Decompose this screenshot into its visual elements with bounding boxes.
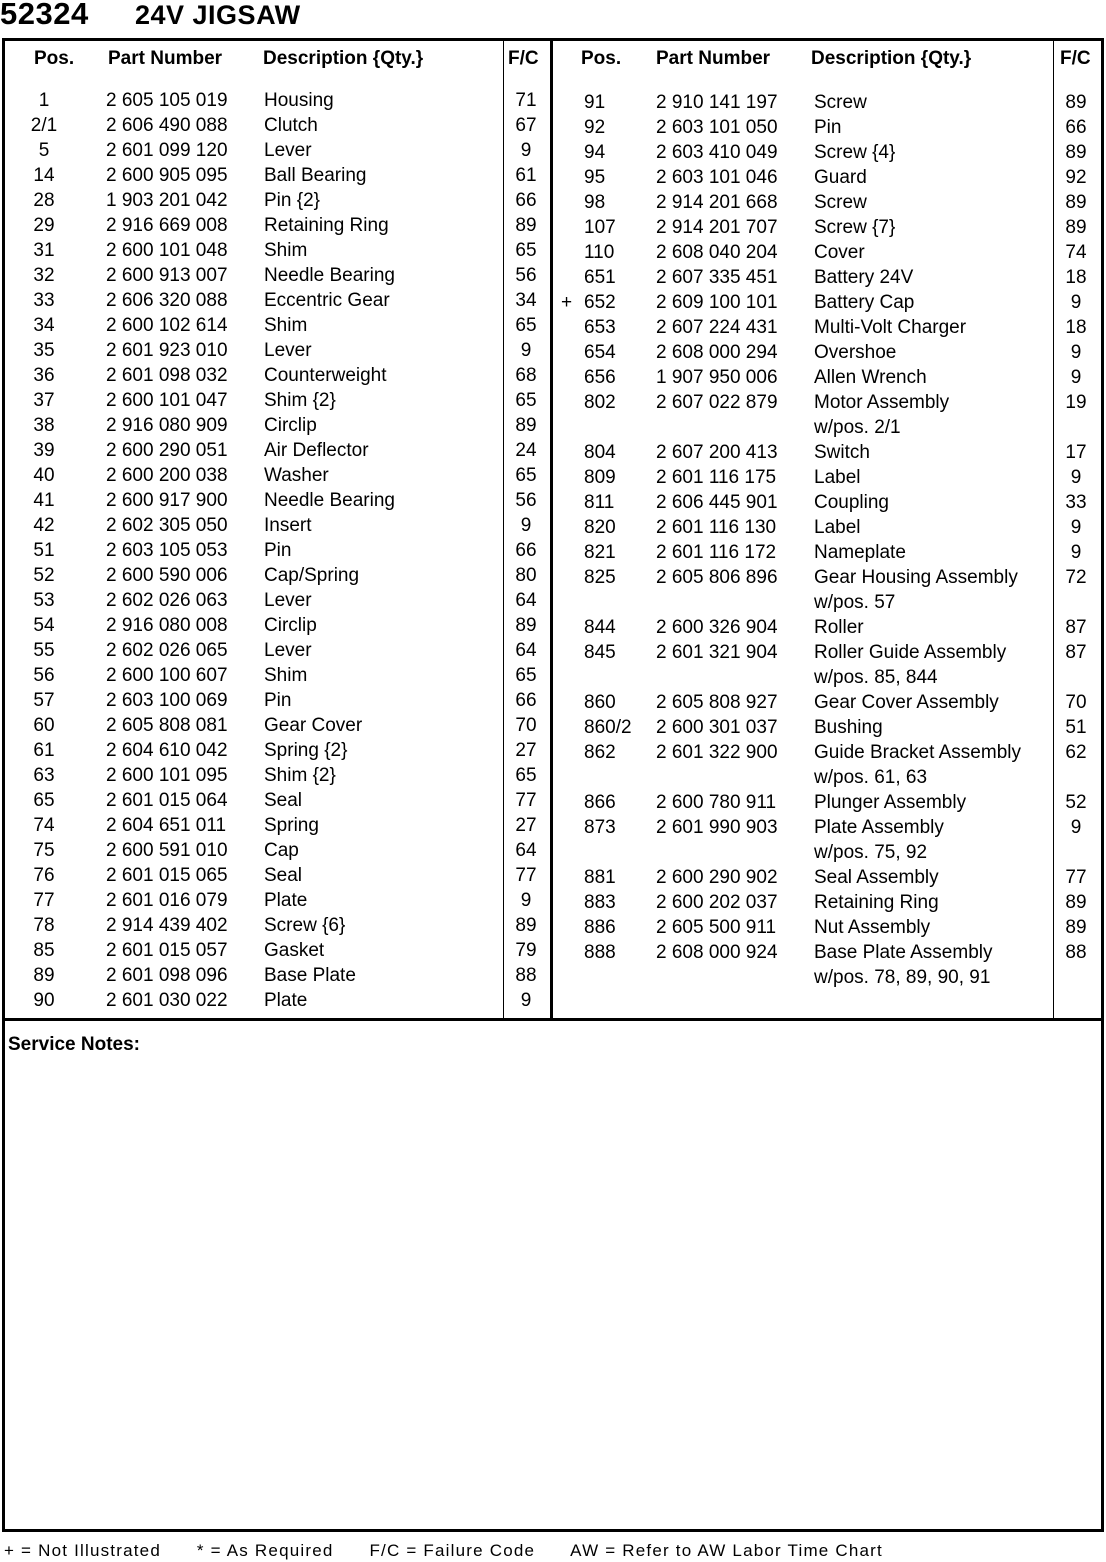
part-position: 37	[33, 390, 55, 411]
failure-code: 66	[515, 690, 537, 711]
failure-code: 89	[1065, 892, 1087, 913]
part-description: Battery Cap	[814, 292, 915, 313]
part-description: Overshoe	[814, 342, 897, 363]
failure-code: 9	[520, 990, 532, 1011]
header-part-number: Part Number	[656, 48, 771, 69]
failure-code: 89	[1065, 217, 1087, 238]
part-number: 2 605 500 911	[656, 917, 777, 938]
part-description: Guide Bracket Assembly	[814, 742, 1021, 763]
failure-code: 9	[1070, 292, 1082, 313]
part-number: 2 601 098 096	[106, 965, 228, 986]
part-number: 2 601 116 172	[656, 542, 777, 563]
failure-code: 9	[1070, 817, 1082, 838]
failure-code: 65	[515, 765, 537, 786]
failure-code: 92	[1065, 167, 1087, 188]
part-description: Pin	[264, 540, 292, 561]
part-description: Air Deflector	[264, 440, 369, 461]
part-description: Gear Cover	[264, 715, 363, 736]
part-description: Spring	[264, 815, 319, 836]
part-description: Cap	[264, 840, 299, 861]
part-number: 2 601 923 010	[106, 340, 228, 361]
table-bottom-rule	[2, 1018, 1104, 1021]
part-number: 2 607 200 413	[656, 442, 778, 463]
part-description: Spring {2}	[264, 740, 348, 761]
part-number: 2 603 101 050	[656, 117, 778, 138]
part-number: 2 607 335 451	[656, 267, 778, 288]
part-description: Counterweight	[264, 365, 387, 386]
failure-code: 64	[515, 590, 537, 611]
part-position: 53	[33, 590, 55, 611]
part-description: Base Plate Assembly	[814, 942, 993, 963]
part-number: 2 600 326 904	[656, 617, 778, 638]
part-number: 2 910 141 197	[656, 92, 778, 113]
part-description: Clutch	[264, 115, 318, 136]
part-position: 92	[584, 117, 606, 138]
part-position: 52	[33, 565, 55, 586]
part-position: 57	[33, 690, 55, 711]
part-position: 39	[33, 440, 55, 461]
part-description: Screw {6}	[264, 915, 346, 936]
part-description: Housing	[264, 90, 334, 111]
part-number: 2 600 590 006	[106, 565, 228, 586]
part-description: Lever	[264, 140, 312, 161]
failure-code: 67	[515, 115, 537, 136]
part-position: 35	[33, 340, 55, 361]
part-number: 2 609 100 101	[656, 292, 778, 313]
part-position: 804	[584, 442, 616, 463]
legend-as-required: * = As Required	[196, 1541, 334, 1560]
failure-code: 66	[515, 540, 537, 561]
failure-code: 66	[515, 190, 537, 211]
part-position: 656	[584, 367, 616, 388]
part-position: 76	[33, 865, 55, 886]
failure-code: 27	[515, 815, 537, 836]
part-number: 1 907 950 006	[656, 367, 778, 388]
failure-code: 9	[520, 140, 532, 161]
part-description: Seal	[264, 865, 303, 886]
part-position: 652	[584, 292, 616, 313]
failure-code: 27	[515, 740, 537, 761]
part-description: Shim	[264, 665, 308, 686]
divider-right-fc	[1053, 38, 1054, 1020]
part-position: 883	[584, 892, 616, 913]
part-position: 844	[584, 617, 616, 638]
failure-code: 70	[1065, 692, 1087, 713]
part-number: 2 600 200 038	[106, 465, 228, 486]
part-position: 42	[33, 515, 55, 536]
failure-code: 34	[515, 290, 537, 311]
part-position: 94	[584, 142, 606, 163]
part-position: 862	[584, 742, 616, 763]
header-description: Description {Qty.}	[811, 48, 972, 69]
part-position: 40	[33, 465, 55, 486]
part-position: 873	[584, 817, 616, 838]
part-number: 2 607 022 879	[656, 392, 778, 413]
part-position: 89	[33, 965, 55, 986]
part-position: 38	[33, 415, 55, 436]
failure-code: 80	[515, 565, 537, 586]
part-description: Pin	[814, 117, 842, 138]
part-position: 866	[584, 792, 616, 813]
part-number: 2 600 290 051	[106, 440, 228, 461]
part-number: 2 601 016 079	[106, 890, 228, 911]
part-position: 78	[33, 915, 55, 936]
part-description: Gear Housing Assembly	[814, 567, 1018, 588]
assembly-includes-note: w/pos. 78, 89, 90, 91	[814, 967, 991, 988]
part-description: Pin	[264, 690, 292, 711]
part-number: 2 600 202 037	[656, 892, 778, 913]
part-description: Screw	[814, 92, 867, 113]
failure-code: 9	[1070, 542, 1082, 563]
part-description: Ball Bearing	[264, 165, 367, 186]
part-number: 2 601 015 057	[106, 940, 228, 961]
failure-code: 79	[515, 940, 537, 961]
part-position: 32	[33, 265, 55, 286]
part-number: 2 608 000 924	[656, 942, 778, 963]
part-description: Battery 24V	[814, 267, 914, 288]
part-position: 61	[33, 740, 55, 761]
part-description: Washer	[264, 465, 329, 486]
part-position: 63	[33, 765, 55, 786]
part-description: Base Plate	[264, 965, 356, 986]
part-number: 2 914 201 668	[656, 192, 778, 213]
assembly-includes-note: w/pos. 61, 63	[814, 767, 928, 788]
part-number: 2 608 000 294	[656, 342, 778, 363]
failure-code: 89	[515, 615, 537, 636]
part-number: 2 605 808 081	[106, 715, 228, 736]
failure-code: 9	[520, 340, 532, 361]
part-description: Multi-Volt Charger	[814, 317, 967, 338]
legend	[4, 1541, 913, 1561]
part-number: 2 916 669 008	[106, 215, 228, 236]
part-number: 2 601 116 130	[656, 517, 777, 538]
part-description: Roller	[814, 617, 864, 638]
part-position: 54	[33, 615, 55, 636]
part-number: 1 903 201 042	[106, 190, 228, 211]
assembly-includes-note: w/pos. 75, 92	[814, 842, 928, 863]
part-description: Screw {7}	[814, 217, 896, 238]
part-number: 2 916 080 008	[106, 615, 228, 636]
failure-code: 77	[515, 865, 537, 886]
failure-code: 89	[1065, 142, 1087, 163]
part-number: 2 606 490 088	[106, 115, 228, 136]
failure-code: 61	[515, 165, 537, 186]
part-position: 820	[584, 517, 616, 538]
failure-code: 9	[1070, 367, 1082, 388]
part-position: 107	[584, 217, 616, 238]
part-position: 860	[584, 692, 616, 713]
failure-code: 71	[515, 90, 537, 111]
product-title: 24V JIGSAW	[135, 0, 301, 30]
part-description: Gasket	[264, 940, 325, 961]
part-position: 77	[33, 890, 55, 911]
part-position: 811	[584, 492, 615, 513]
part-description: Lever	[264, 340, 312, 361]
part-position: 28	[33, 190, 55, 211]
part-number: 2 601 098 032	[106, 365, 228, 386]
part-position: 65	[33, 790, 55, 811]
failure-code: 65	[515, 390, 537, 411]
part-number: 2 601 099 120	[106, 140, 228, 161]
part-position: 85	[33, 940, 55, 961]
part-description: Lever	[264, 640, 312, 661]
part-position: 5	[38, 140, 50, 161]
part-position: 110	[584, 242, 615, 263]
header-pos: Pos.	[581, 48, 622, 69]
failure-code: 77	[515, 790, 537, 811]
part-number: 2 600 917 900	[106, 490, 228, 511]
part-position: 29	[33, 215, 55, 236]
part-number: 2 600 102 614	[106, 315, 228, 336]
header-fc: F/C	[508, 48, 539, 69]
part-position: 821	[584, 542, 616, 563]
failure-code: 68	[515, 365, 537, 386]
failure-code: 9	[520, 890, 532, 911]
failure-code: 89	[1065, 92, 1087, 113]
service-notes-label: Service Notes:	[8, 1034, 141, 1055]
part-description: Nut Assembly	[814, 917, 931, 938]
part-description: Label	[814, 517, 861, 538]
part-number: 2 603 101 046	[656, 167, 778, 188]
failure-code: 64	[515, 640, 537, 661]
part-description: Plate	[264, 990, 308, 1011]
divider-left-fc	[503, 38, 504, 1020]
part-position: 90	[33, 990, 55, 1011]
part-description: Seal	[264, 790, 303, 811]
part-description: Label	[814, 467, 861, 488]
failure-code: 65	[515, 240, 537, 261]
failure-code: 89	[515, 215, 537, 236]
part-position: 1	[38, 90, 50, 111]
part-description: Nameplate	[814, 542, 906, 563]
part-position: 55	[33, 640, 55, 661]
part-description: Roller Guide Assembly	[814, 642, 1007, 663]
part-description: Shim	[264, 240, 308, 261]
failure-code: 56	[515, 490, 537, 511]
failure-code: 87	[1065, 642, 1087, 663]
part-number: 2 601 015 064	[106, 790, 228, 811]
part-position: 653	[584, 317, 616, 338]
part-number: 2 600 101 047	[106, 390, 228, 411]
failure-code: 17	[1065, 442, 1087, 463]
part-number: 2 600 101 048	[106, 240, 228, 261]
failure-code: 70	[515, 715, 537, 736]
part-position: 886	[584, 917, 616, 938]
failure-code: 72	[1065, 567, 1087, 588]
part-description: Gear Cover Assembly	[814, 692, 999, 713]
part-number: 2 600 905 095	[106, 165, 228, 186]
header-description: Description {Qty.}	[263, 48, 424, 69]
part-description: Guard	[814, 167, 867, 188]
failure-code: 65	[515, 315, 537, 336]
part-number: 2 602 305 050	[106, 515, 228, 536]
part-position: 74	[33, 815, 55, 836]
part-number: 2 600 780 911	[656, 792, 777, 813]
failure-code: 77	[1065, 867, 1087, 888]
part-description: Plate Assembly	[814, 817, 944, 838]
part-number: 2 601 116 175	[656, 467, 777, 488]
part-number: 2 600 101 095	[106, 765, 228, 786]
failure-code: 66	[1065, 117, 1087, 138]
not-illustrated-mark: +	[561, 292, 573, 313]
part-description: Screw	[814, 192, 867, 213]
part-description: Retaining Ring	[814, 892, 939, 913]
part-number: 2 601 030 022	[106, 990, 228, 1011]
part-description: Coupling	[814, 492, 889, 513]
legend-failure-code: F/C = Failure Code	[369, 1541, 536, 1560]
part-number: 2 600 290 902	[656, 867, 778, 888]
part-position: 14	[33, 165, 55, 186]
failure-code: 89	[1065, 917, 1087, 938]
part-description: Seal Assembly	[814, 867, 939, 888]
part-number: 2 603 410 049	[656, 142, 778, 163]
failure-code: 18	[1065, 317, 1087, 338]
part-position: 888	[584, 942, 616, 963]
part-description: Switch	[814, 442, 870, 463]
part-number: 2 602 026 065	[106, 640, 228, 661]
part-position: 860/2	[584, 717, 632, 738]
part-position: 95	[584, 167, 606, 188]
failure-code: 88	[515, 965, 537, 986]
part-description: Motor Assembly	[814, 392, 950, 413]
part-number: 2 601 015 065	[106, 865, 228, 886]
part-number: 2 600 100 607	[106, 665, 228, 686]
failure-code: 9	[1070, 517, 1082, 538]
part-number: 2 605 806 896	[656, 567, 778, 588]
failure-code: 89	[515, 915, 537, 936]
part-position: 91	[584, 92, 606, 113]
divider-center	[550, 38, 553, 1020]
failure-code: 9	[1070, 467, 1082, 488]
part-position: 825	[584, 567, 616, 588]
part-description: Needle Bearing	[264, 265, 395, 286]
failure-code: 65	[515, 665, 537, 686]
failure-code: 74	[1065, 242, 1087, 263]
part-description: Circlip	[264, 615, 317, 636]
part-position: 34	[33, 315, 55, 336]
part-position: 845	[584, 642, 616, 663]
part-number: 2 602 026 063	[106, 590, 228, 611]
part-number: 2 603 100 069	[106, 690, 228, 711]
part-number: 2 605 808 927	[656, 692, 778, 713]
part-number: 2 914 201 707	[656, 217, 778, 238]
part-position: 41	[33, 490, 55, 511]
part-number: 2 605 105 019	[106, 90, 228, 111]
failure-code: 19	[1065, 392, 1087, 413]
part-description: Cover	[814, 242, 865, 263]
part-position: 802	[584, 392, 616, 413]
failure-code: 89	[1065, 192, 1087, 213]
part-description: Circlip	[264, 415, 317, 436]
failure-code: 88	[1065, 942, 1087, 963]
part-number: 2 600 913 007	[106, 265, 228, 286]
part-description: Insert	[264, 515, 312, 536]
part-number: 2 600 301 037	[656, 717, 778, 738]
part-description: Lever	[264, 590, 312, 611]
assembly-includes-note: w/pos. 2/1	[814, 417, 901, 438]
part-number: 2 916 080 909	[106, 415, 228, 436]
model-number: 52324	[0, 0, 89, 31]
failure-code: 51	[1065, 717, 1087, 738]
assembly-includes-note: w/pos. 85, 844	[814, 667, 938, 688]
failure-code: 56	[515, 265, 537, 286]
part-number: 2 604 610 042	[106, 740, 228, 761]
part-position: 51	[33, 540, 55, 561]
part-number: 2 604 651 011	[106, 815, 227, 836]
header-part-number: Part Number	[108, 48, 223, 69]
part-description: Eccentric Gear	[264, 290, 390, 311]
part-number: 2 607 224 431	[656, 317, 778, 338]
part-number: 2 601 322 900	[656, 742, 778, 763]
failure-code: 89	[515, 415, 537, 436]
failure-code: 9	[1070, 342, 1082, 363]
part-description: Shim	[264, 315, 308, 336]
part-number: 2 603 105 053	[106, 540, 228, 561]
part-position: 2/1	[30, 115, 58, 136]
failure-code: 52	[1065, 792, 1087, 813]
failure-code: 18	[1065, 267, 1087, 288]
part-number: 2 601 990 903	[656, 817, 778, 838]
part-description: Allen Wrench	[814, 367, 927, 388]
part-description: Screw {4}	[814, 142, 896, 163]
failure-code: 9	[520, 515, 532, 536]
part-position: 33	[33, 290, 55, 311]
legend-aw: AW = Refer to AW Labor Time Chart	[570, 1541, 883, 1560]
part-description: Shim {2}	[264, 390, 336, 411]
part-number: 2 601 321 904	[656, 642, 778, 663]
failure-code: 62	[1065, 742, 1087, 763]
part-position: 651	[584, 267, 616, 288]
part-position: 75	[33, 840, 55, 861]
header-fc: F/C	[1060, 48, 1091, 69]
part-position: 36	[33, 365, 55, 386]
part-position: 881	[584, 867, 616, 888]
part-description: Needle Bearing	[264, 490, 395, 511]
part-position: 654	[584, 342, 616, 363]
part-number: 2 914 439 402	[106, 915, 228, 936]
failure-code: 33	[1065, 492, 1087, 513]
part-description: Shim {2}	[264, 765, 336, 786]
failure-code: 87	[1065, 617, 1087, 638]
part-description: Bushing	[814, 717, 883, 738]
part-description: Pin {2}	[264, 190, 320, 211]
part-number: 2 608 040 204	[656, 242, 778, 263]
part-description: Plate	[264, 890, 308, 911]
page-header	[0, 0, 1106, 36]
failure-code: 64	[515, 840, 537, 861]
legend-not-illustrated: + = Not Illustrated	[4, 1541, 161, 1560]
part-description: Plunger Assembly	[814, 792, 967, 813]
part-description: Retaining Ring	[264, 215, 389, 236]
part-number: 2 606 445 901	[656, 492, 778, 513]
assembly-includes-note: w/pos. 57	[814, 592, 896, 613]
part-number: 2 600 591 010	[106, 840, 228, 861]
part-description: Cap/Spring	[264, 565, 360, 586]
part-position: 60	[33, 715, 55, 736]
part-position: 98	[584, 192, 606, 213]
failure-code: 65	[515, 465, 537, 486]
part-position: 56	[33, 665, 55, 686]
part-position: 31	[33, 240, 55, 261]
part-position: 809	[584, 467, 616, 488]
header-pos: Pos.	[34, 48, 75, 69]
part-number: 2 606 320 088	[106, 290, 228, 311]
failure-code: 24	[515, 440, 537, 461]
